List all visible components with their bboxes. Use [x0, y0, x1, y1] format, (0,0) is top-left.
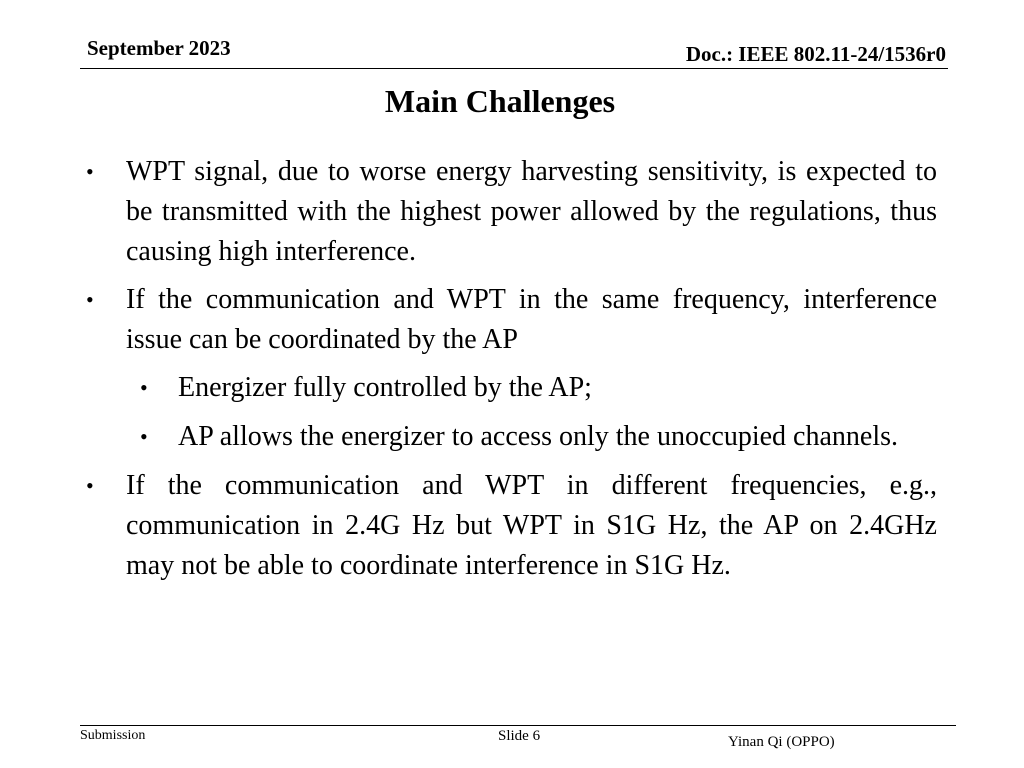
bullet-list [0, 152, 1024, 594]
bullet-text: If the communication and WPT in the same frequency, interference issue can be coordinated by the AP [126, 284, 937, 355]
bullet-item-3 [86, 466, 937, 586]
bullet-item-1 [86, 152, 937, 272]
footer-author: Yinan Qi (OPPO) [728, 734, 835, 750]
bullet-marker: • [86, 159, 94, 184]
bullet-marker: • [86, 473, 94, 498]
bullet-marker: • [86, 287, 94, 312]
bullet-marker: • [140, 375, 148, 400]
footer-divider [80, 725, 956, 726]
sub-bullet-item-2 [140, 417, 937, 457]
bullet-text: AP allows the energizer to access only the unoccupied channels. [178, 421, 898, 452]
bullet-text: If the communication and WPT in different frequencies, e.g., communication in 2.4G Hz but WPT in S1G Hz, the AP on 2.4GHz may not be able to coordinate interference in S1G Hz. [126, 470, 937, 581]
bullet-marker: • [140, 424, 148, 449]
header-divider [80, 68, 948, 69]
header-date: September 2023 [87, 36, 231, 60]
bullet-text: WPT signal, due to worse energy harvesting sensitivity, is expected to be transmitted with the highest power allowed by the regulations, thus causing high interference. [126, 156, 937, 267]
sub-bullet-item-1 [140, 368, 937, 408]
bullet-text: Energizer fully controlled by the AP; [178, 372, 592, 403]
bullet-item-2 [86, 280, 937, 360]
slide-title: Main Challenges [384, 83, 616, 119]
header-doc-number: Doc.: IEEE 802.11-24/1536r0 [685, 42, 946, 66]
footer-submission: Submission [80, 728, 146, 743]
footer-slide-number: Slide 6 [498, 728, 541, 744]
